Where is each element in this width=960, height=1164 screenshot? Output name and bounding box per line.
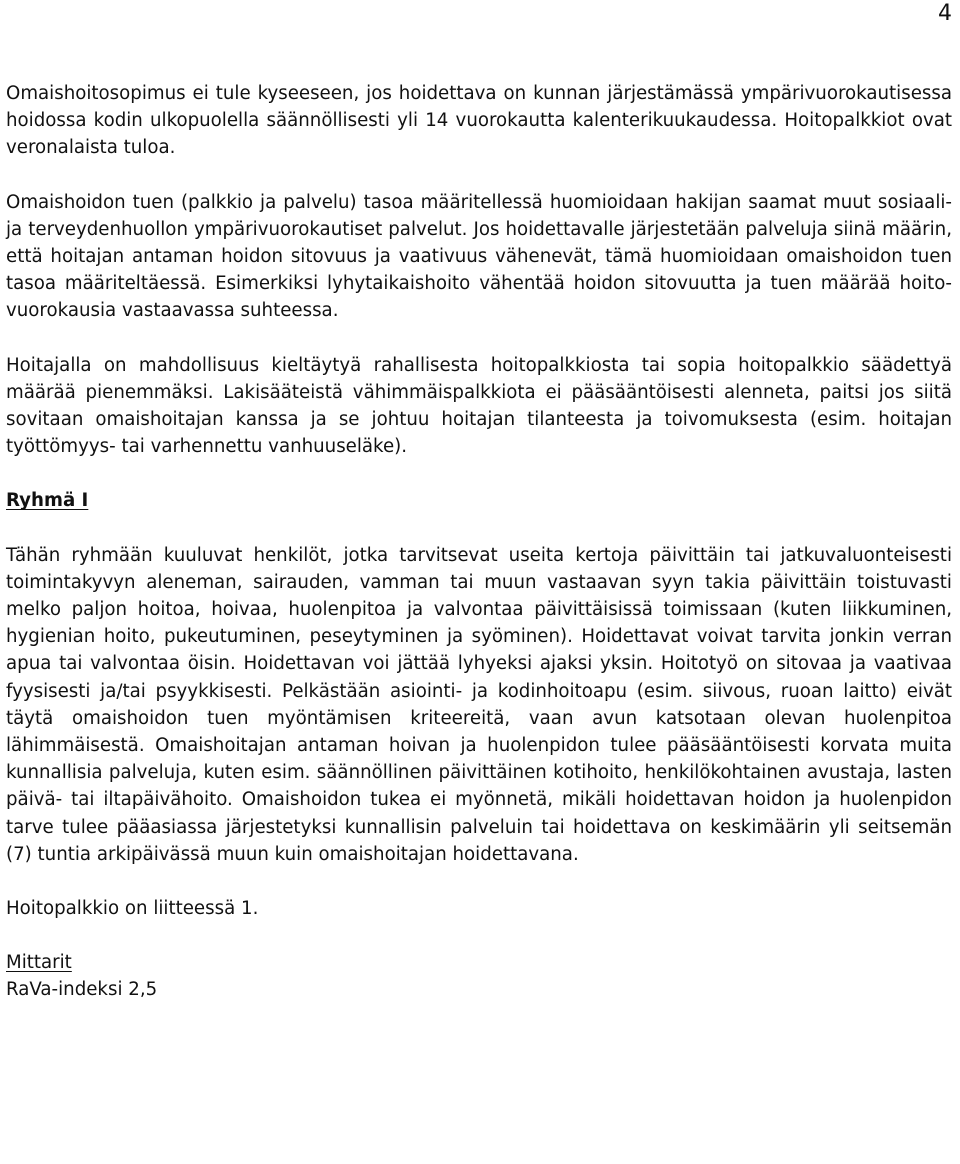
paragraph-group-1-description: Tähän ryhmään kuuluvat henkilöt, jotka tarvitsevat useita kertoja päivittäin tai jatkuvaluonteisesti toimintakyvyn aleneman, sairauden, vamman tai muun vastaavan syyn takia päivittäin toistuvasti melko paljon hoitoa, hoivaa, huolenpitoa ja valvontaa päivittäisissä toimissaan (kuten liikkuminen, hygienian hoito, pukeutuminen, peseytyminen ja syöminen). Hoidettavat voivat tarvita jonkin verran apua tai valvontaa öisin. Hoidettavan voi jättää lyhyeksi ajaksi yksin. Hoitotyö on sitovaa ja vaativaa fyysisesti ja/tai psyykkisesti. Pelkästään asiointi- ja kodinhoitoapu (esim. siivous, ruoan laitto) eivät täytä omaishoidon tuen myöntämisen kriteereitä, vaan avun katsotaan olevan huolenpitoa lähimmäisestä. Omaishoitajan antaman hoivan ja huolenpidon tulee pääsääntöisesti korvata muita kunnallisia palveluja, kuten esim. säännöllinen päivittäinen kotihoito, henkilökohtainen avustaja, lasten päivä- tai iltapäivähoito. Omaishoidon tukea ei myönnetä, mikäli hoidettavan hoidon ja huolenpidon tarve tulee pääasiassa järjestetyksi kunnallisin palveluin tai hoidettava on keskimäärin yli seitsemän (7) tuntia arkipäivässä muun kuin omaishoitajan hoidettavana. — [6, 544, 952, 865]
page-number: 4 — [938, 1, 952, 26]
section-heading-group-1: Ryhmä I — [6, 490, 89, 512]
paragraph-support-level: Omaishoidon tuen (palkkio ja palvelu) tasoa määritellessä huomioidaan hakijan saamat muut sosiaali- ja terveydenhuollon ympärivuorokautiset palvelut. Jos hoidettavalle järjestetään palveluja siinä määrin, että hoitajan antaman hoidon sitovuus ja vaativuus vähenevät, tämä huomioidaan omaishoidon tuen tasoa määriteltäessä. Esimerkiksi lyhytaikaishoito vähentää hoidon sitovuutta ja tuen määrää hoitovuorokausia vastaavassa suhteessa. — [6, 191, 952, 322]
document-body — [6, 80, 952, 1004]
measures-label: Mittarit — [6, 952, 72, 974]
paragraph-contract-exclusion: Omaishoitosopimus ei tule kyseeseen, jos hoidettava on kunnan järjestämässä ympärivuorokautisessa hoidossa kodin ulkopuolella säännöllisesti yli 14 vuorokautta kalenterikuukaudessa. Hoitopalkkiot ovat veronalaista tuloa. — [6, 83, 952, 159]
measures-value: RaVa-indeksi 2,5 — [6, 979, 158, 1001]
paragraph-fee-refusal: Hoitajalla on mahdollisuus kieltäytyä rahallisesta hoitopalkkiosta tai sopia hoitopalkkio säädettyä määrää pienemmäksi. Lakisääteistä vähimmäispalkkiota ei pääsääntöisesti alenneta, paitsi jos siitä sovitaan omaishoitajan kanssa ja se johtuu hoitajan tilanteesta ja toivomuksesta (esim. hoitajan työttömyys- tai varhennettu vanhuuseläke). — [6, 354, 952, 458]
paragraph-attachment-note: Hoitopalkkio on liitteessä 1. — [6, 898, 259, 920]
